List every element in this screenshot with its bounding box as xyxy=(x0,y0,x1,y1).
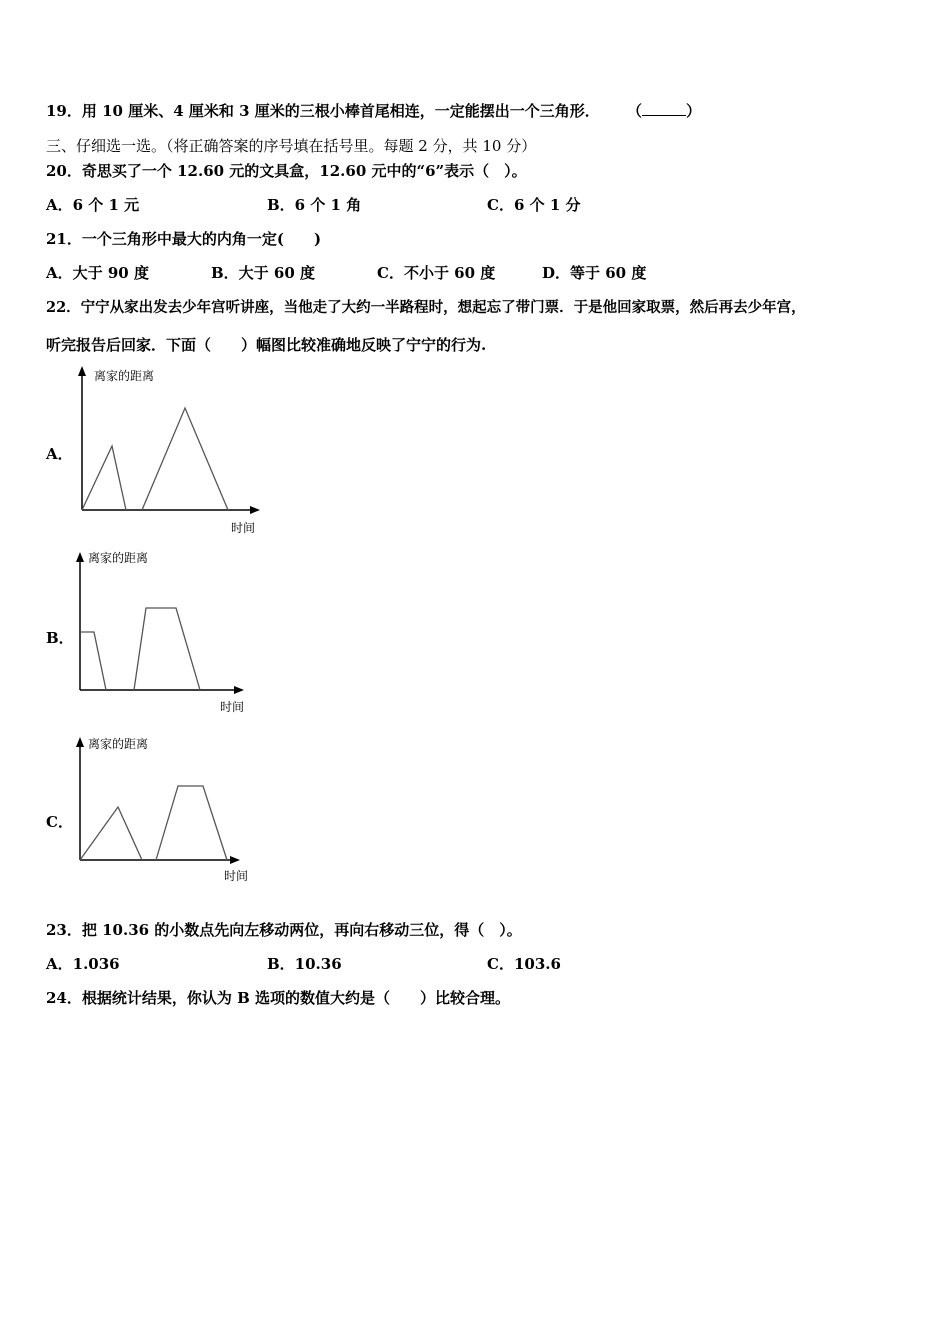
q23-option-c[interactable]: C．103.6 xyxy=(487,955,561,973)
graph-c-y-arrow-icon xyxy=(76,737,84,747)
answer-paren-close: ） xyxy=(686,102,702,120)
graph-c-trip-1 xyxy=(80,807,142,860)
q21-option-c[interactable]: C．不小于 60 度 xyxy=(377,264,496,282)
q21-option-a[interactable]: A．大于 90 度 xyxy=(46,264,149,282)
graph-c xyxy=(70,733,260,893)
graph-c-xlabel: 时间 xyxy=(224,869,249,883)
section-3-heading: 三、仔细选一选。（将正确答案的序号填在括号里。每题 2 分，共 10 分） xyxy=(46,137,537,155)
graph-c-ylabel: 离家的距离 xyxy=(88,737,149,751)
q20-option-b[interactable]: B．6 个 1 角 xyxy=(267,196,362,214)
answer-blank[interactable] xyxy=(642,101,686,116)
graph-a-label[interactable]: A． xyxy=(46,445,73,463)
q20-option-c[interactable]: C．6 个 1 分 xyxy=(487,196,581,214)
answer-paren-open: （ xyxy=(626,102,642,120)
q20-option-a[interactable]: A．6 个 1 元 xyxy=(46,196,140,214)
graph-a-trip-2 xyxy=(142,408,228,510)
question-22-line-2: 听完报告后回家．下面（ ）幅图比较准确地反映了宁宁的行为. xyxy=(46,336,487,354)
graph-b xyxy=(70,546,260,722)
graph-c-trip-2 xyxy=(156,786,227,860)
graph-b-xlabel: 时间 xyxy=(220,700,245,714)
graph-a-ylabel: 离家的距离 xyxy=(94,369,155,383)
q23-option-b[interactable]: B．10.36 xyxy=(267,955,342,973)
question-21: 21．一个三角形中最大的内角一定( ) xyxy=(46,230,322,248)
graph-a-xlabel: 时间 xyxy=(231,521,256,535)
graph-a-y-arrow-icon xyxy=(78,366,86,376)
graph-a-x-arrow-icon xyxy=(250,506,260,514)
graph-c-x-arrow-icon xyxy=(230,856,240,864)
q21-option-d[interactable]: D．等于 60 度 xyxy=(542,264,647,282)
q21-option-b[interactable]: B．大于 60 度 xyxy=(211,264,315,282)
question-24: 24．根据统计结果，你认为 B 选项的数值大约是（ ）比较合理。 xyxy=(46,989,510,1007)
graph-b-ylabel: 离家的距离 xyxy=(88,551,149,565)
graph-a-trip-1 xyxy=(82,446,126,510)
question-23: 23．把 10.36 的小数点先向左移动两位，再向右移动三位，得（ ）。 xyxy=(46,921,522,939)
graph-b-y-arrow-icon xyxy=(76,552,84,562)
question-22-line-1: 22．宁宁从家出发去少年宫听讲座，当他走了大约一半路程时，想起忘了带门票．于是他回家取票，然后再去少年宫， xyxy=(46,299,806,316)
graph-a xyxy=(70,362,270,544)
graph-c-label[interactable]: C． xyxy=(46,813,73,831)
graph-b-trip-1 xyxy=(80,632,106,690)
q23-option-a[interactable]: A．1.036 xyxy=(46,955,120,973)
question-19 xyxy=(46,101,701,121)
graph-b-x-arrow-icon xyxy=(234,686,244,694)
question-20: 20．奇思买了一个 12.60 元的文具盒，12.60 元中的“6”表示（ ）。 xyxy=(46,162,527,180)
question-19-text: 19．用 10 厘米、4 厘米和 3 厘米的三根小棒首尾相连，一定能摆出一个三角形． xyxy=(46,102,600,120)
graph-b-label[interactable]: B． xyxy=(46,629,74,647)
graph-b-trip-2 xyxy=(134,608,200,690)
